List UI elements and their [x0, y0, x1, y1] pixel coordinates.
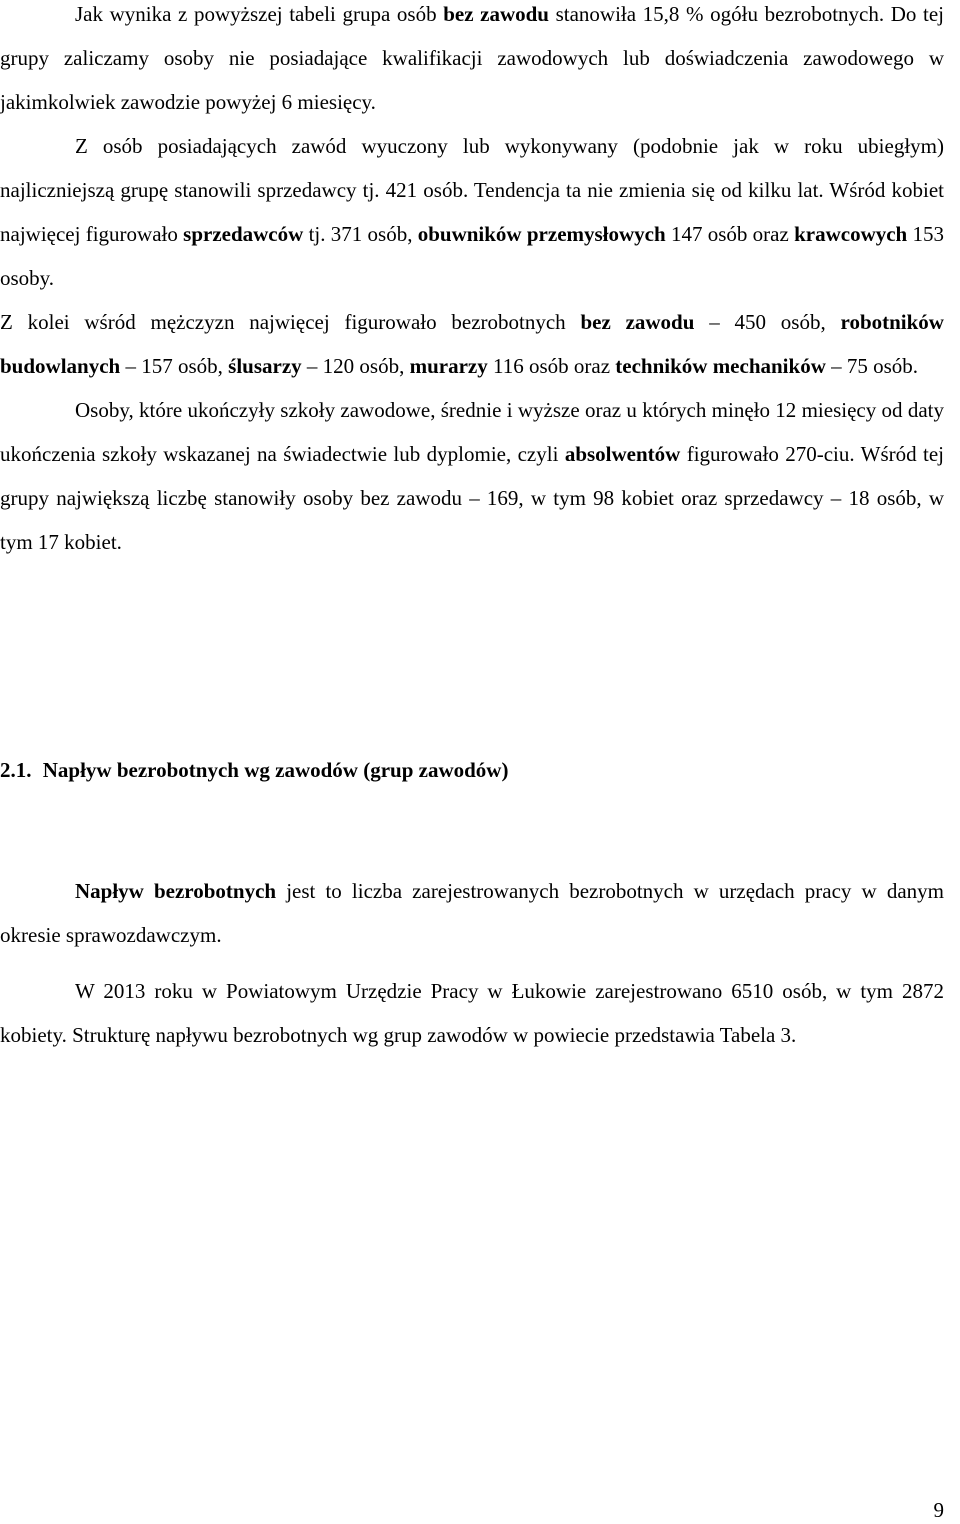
page-number: 9 — [933, 1498, 944, 1522]
bold-run: robotników budowlanych — [0, 310, 944, 378]
paragraph-p3 — [0, 300, 944, 388]
paragraph-p6 — [0, 969, 944, 1057]
section-number: 2.1. — [0, 758, 32, 782]
bold-run: techników mechaników — [615, 354, 826, 378]
text-run: Jak wynika z powyższej tabeli grupa osób — [75, 2, 444, 26]
bold-run: bez zawodu — [580, 310, 695, 334]
section-heading — [0, 754, 508, 786]
text-run: stanowiła 15,8 % ogółu bezrobotnych. Do tej grupy zaliczamy osoby nie posiadające kwalifikacji zawodowych lub doświadczenia zawodowego w jakimkolwiek zawodzie powyżej 6 miesięcy. — [0, 2, 944, 114]
bold-run: ślusarzy — [228, 354, 302, 378]
text-run: – 450 osób, — [694, 310, 841, 334]
bold-run: obuwników przemysłowych — [417, 222, 666, 246]
bold-run: murarzy — [409, 354, 488, 378]
body-text-bottom — [0, 869, 944, 1057]
bold-run: absolwentów — [564, 442, 681, 466]
text-run: Z kolei wśród mężczyzn najwięcej figurowało bezrobotnych — [0, 310, 581, 334]
bold-run: sprzedawców — [183, 222, 304, 246]
section-title: Napływ bezrobotnych wg zawodów (grup zawodów) — [42, 758, 509, 782]
text-run: – 120 osób, — [301, 354, 410, 378]
paragraph-p1 — [0, 0, 944, 124]
text-run: 147 osób oraz — [665, 222, 795, 246]
text-run: – 157 osób, — [120, 354, 229, 378]
paragraph-p5 — [0, 869, 944, 957]
text-run: Osoby, które ukończyły szkoły zawodowe, średnie i wyższe oraz u których minęło 12 miesięcy od daty ukończenia szkoły wskazanej na świadectwie lub dyplomie, czyli — [0, 398, 944, 466]
text-run: 116 osób oraz — [487, 354, 616, 378]
text-run: – 75 osób. — [825, 354, 919, 378]
text-run: figurowało 270-ciu. Wśród tej grupy największą liczbę stanowiły osoby bez zawodu – 169, w tym 98 kobiet oraz sprzedawcy – 18 osób, w tym 17 kobiet. — [0, 442, 945, 554]
text-run: jest to liczba zarejestrowanych bezrobotnych w urzędach pracy w danym okresie sprawozdawczym. — [0, 879, 944, 947]
body-text-top — [0, 0, 944, 564]
paragraph-p2 — [0, 124, 944, 300]
text-run: W 2013 roku w Powiatowym Urzędzie Pracy w Łukowie zarejestrowano 6510 osób, w tym 2872 kobiety. Strukturę napływu bezrobotnych wg grup zawodów w powiecie przedstawia Tabela 3. — [0, 979, 944, 1047]
bold-run: Napływ bezrobotnych — [75, 879, 277, 903]
paragraph-p4 — [0, 388, 944, 564]
text-run: Z osób posiadających zawód wyuczony lub wykonywany (podobnie jak w roku ubiegłym) najliczniejszą grupę stanowili sprzedawcy tj. 421 osób. Tendencja ta nie zmienia się od kilku lat. Wśród kobiet najwięcej figurowało — [0, 134, 944, 246]
text-run: tj. 371 osób, — [303, 222, 418, 246]
bold-run: krawcowych — [794, 222, 908, 246]
text-run: 153 osoby. — [0, 222, 945, 290]
bold-run: bez zawodu — [443, 2, 549, 26]
